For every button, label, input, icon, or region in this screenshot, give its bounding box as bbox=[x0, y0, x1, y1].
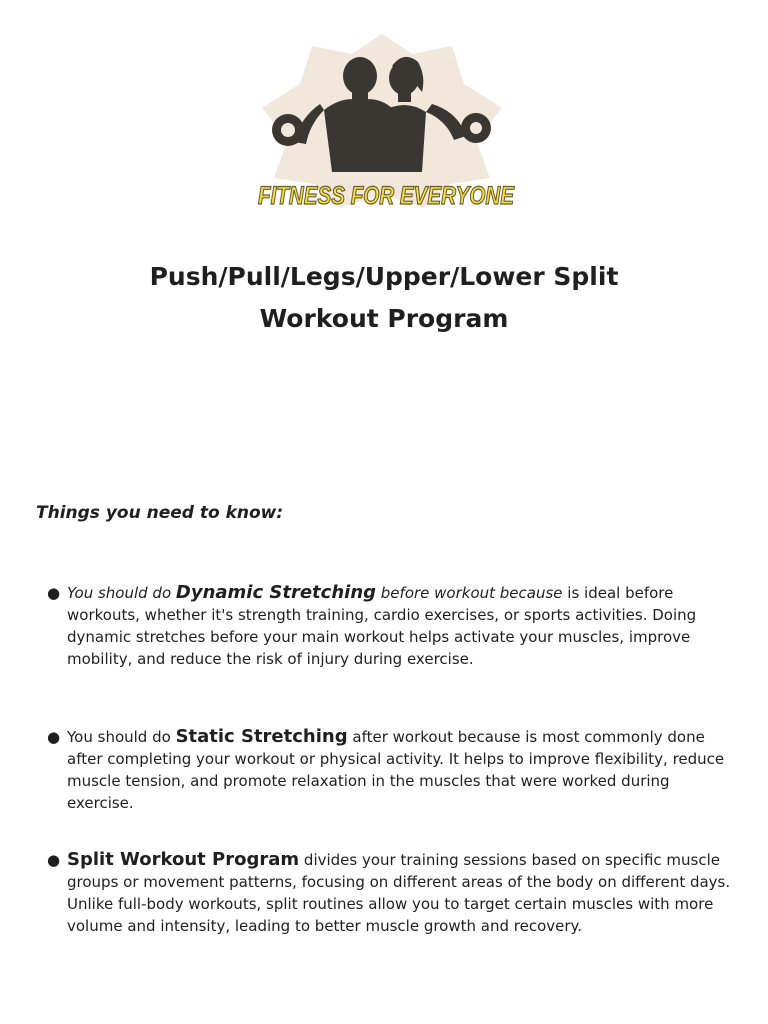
list-item bbox=[47, 726, 735, 814]
bullet-dot-icon: ● bbox=[47, 851, 61, 869]
page-title bbox=[0, 256, 768, 340]
bullet-text: after workout because is most commonly done after completing your workout or physical activity. It helps to improve flexibility, reduce muscle tension, and promote relaxation in the muscles that were worked during exercise. bbox=[67, 728, 725, 812]
bullet-text: divides your training sessions based on specific muscle groups or movement patterns, focusing on different areas of the body on different days. Unlike full-body workouts, split routines allow you to target certain muscles with more volume and intensity, leading to better muscle growth and recovery. bbox=[67, 851, 731, 935]
bullet-term: Split Workout Program bbox=[67, 849, 300, 870]
fitness-couple-dumbbells-logo-icon bbox=[254, 32, 518, 212]
bullet-dot-icon: ● bbox=[47, 728, 61, 746]
list-item bbox=[47, 849, 735, 937]
bullet-term: Static Stretching bbox=[175, 726, 348, 747]
logo-wordmark: FITNESS FOR EVERYONE bbox=[258, 182, 516, 210]
title-line-2: Workout Program bbox=[259, 304, 509, 333]
fitness-logo bbox=[254, 32, 518, 212]
bullet-term: Dynamic Stretching bbox=[175, 582, 377, 603]
bullet-qualifier: before workout because bbox=[376, 584, 563, 602]
title-line-1: Push/Pull/Legs/Upper/Lower Split bbox=[149, 262, 619, 291]
bullet-text: is ideal before workouts, whether it's strength training, cardio exercises, or sports activities. Doing dynamic stretches before your main workout helps activate your muscles, improve mobility, and reduce the risk of injury during exercise. bbox=[67, 584, 697, 668]
bullet-intro: You should do bbox=[67, 584, 176, 602]
bullet-dot-icon: ● bbox=[47, 584, 61, 602]
section-heading: Things you need to know: bbox=[36, 503, 284, 523]
bullet-intro: You should do bbox=[67, 728, 176, 746]
list-item bbox=[47, 582, 735, 670]
